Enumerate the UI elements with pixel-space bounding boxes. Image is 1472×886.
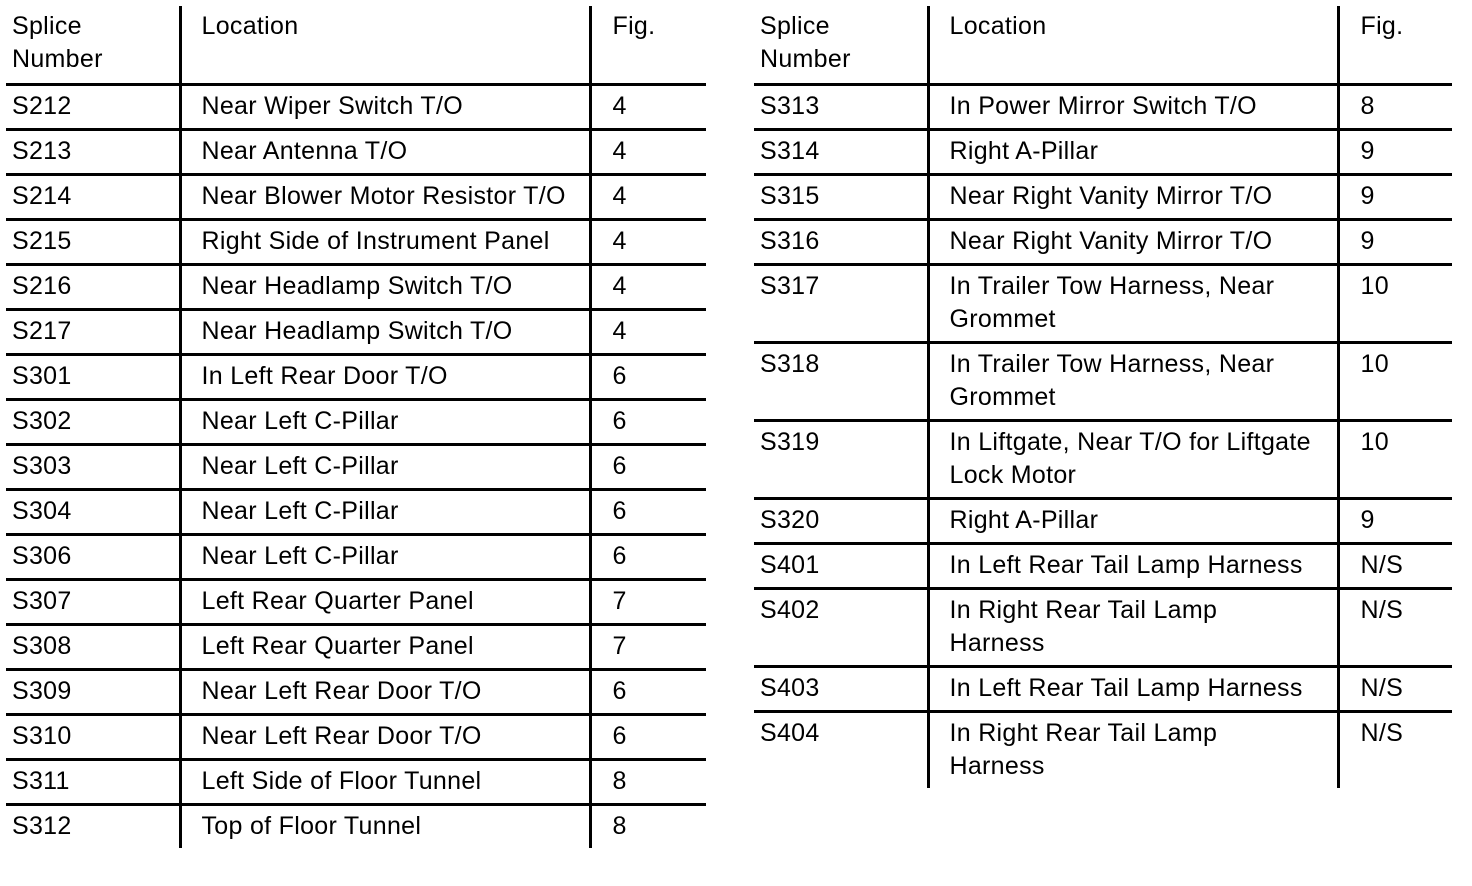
table-row [6,535,706,580]
figure-cell: N/S [1338,667,1452,712]
splice-number-cell: S403 [754,667,928,712]
figure-cell: 4 [590,265,706,310]
table-row [6,220,706,265]
table-row [6,130,706,175]
splice-number-cell: S303 [6,445,180,490]
header-splice-number: Splice Number [754,6,928,85]
splice-number-cell: S213 [6,130,180,175]
table-header-row [754,6,1452,85]
location-cell: In Right Rear Tail Lamp Harness [928,712,1338,789]
table-row [754,499,1452,544]
figure-cell: 6 [590,490,706,535]
splice-number-cell: S313 [754,85,928,130]
location-cell: In Trailer Tow Harness, Near Grommet [928,343,1338,421]
figure-cell: 7 [590,580,706,625]
location-cell: Near Left Rear Door T/O [180,715,590,760]
splice-number-cell: S217 [6,310,180,355]
splice-number-cell: S319 [754,421,928,499]
location-cell: Right A-Pillar [928,499,1338,544]
splice-number-cell: S314 [754,130,928,175]
location-cell: Right A-Pillar [928,130,1338,175]
figure-cell: 10 [1338,265,1452,343]
location-cell: Near Left C-Pillar [180,490,590,535]
table-row [6,670,706,715]
splice-number-cell: S317 [754,265,928,343]
location-cell: Near Wiper Switch T/O [180,85,590,130]
figure-cell: 4 [590,220,706,265]
location-cell: In Left Rear Tail Lamp Harness [928,544,1338,589]
location-cell: In Right Rear Tail Lamp Harness [928,589,1338,667]
splice-number-cell: S316 [754,220,928,265]
location-cell: In Left Rear Tail Lamp Harness [928,667,1338,712]
splice-table-right [754,6,1452,788]
table-row [6,805,706,849]
figure-cell: 9 [1338,175,1452,220]
location-cell: Left Rear Quarter Panel [180,580,590,625]
header-splice-number: Splice Number [6,6,180,85]
location-cell: Near Right Vanity Mirror T/O [928,220,1338,265]
splice-number-cell: S304 [6,490,180,535]
figure-cell: 7 [590,625,706,670]
location-cell: In Trailer Tow Harness, Near Grommet [928,265,1338,343]
header-location: Location [180,6,590,85]
table-row [6,265,706,310]
splice-number-cell: S216 [6,265,180,310]
figure-cell: 6 [590,535,706,580]
figure-cell: 4 [590,310,706,355]
table-row [6,355,706,400]
table-row [6,85,706,130]
location-cell: Near Right Vanity Mirror T/O [928,175,1338,220]
location-cell: Near Left C-Pillar [180,400,590,445]
splice-number-cell: S312 [12,812,72,840]
header-location: Location [928,6,1338,85]
splice-number-cell: S310 [6,715,180,760]
location-cell: Near Left C-Pillar [180,445,590,490]
location-cell: Near Blower Motor Resistor T/O [180,175,590,220]
splice-number-cell: S215 [6,220,180,265]
figure-cell: 10 [1338,343,1452,421]
table-row [754,421,1452,499]
location-cell: In Power Mirror Switch T/O [928,85,1338,130]
splice-number-cell: S315 [754,175,928,220]
figure-cell: 6 [590,400,706,445]
table-row [754,712,1452,789]
figure-cell: 6 [590,670,706,715]
figure-cell: 8 [590,805,706,849]
figure-cell: N/S [1338,712,1452,789]
table-row [6,310,706,355]
table-row [754,130,1452,175]
location-cell: Near Headlamp Switch T/O [180,265,590,310]
table-row [754,544,1452,589]
splice-number-cell: S311 [6,760,180,805]
figure-cell: 10 [1338,421,1452,499]
table-row [6,580,706,625]
location-cell: In Liftgate, Near T/O for Liftgate Lock Motor [928,421,1338,499]
table-row [754,175,1452,220]
figure-cell: 4 [590,85,706,130]
splice-number-cell: S302 [6,400,180,445]
table-row [754,589,1452,667]
splice-number-cell: S402 [754,589,928,667]
figure-cell: N/S [1338,544,1452,589]
splice-number-cell: S320 [754,499,928,544]
location-cell: Left Side of Floor Tunnel [180,760,590,805]
location-cell: Near Left Rear Door T/O [180,670,590,715]
header-figure: Fig. [1338,6,1452,85]
figure-cell: 4 [590,175,706,220]
location-cell: In Left Rear Door T/O [180,355,590,400]
table-row [6,625,706,670]
table-row [6,400,706,445]
figure-cell: 9 [1338,130,1452,175]
splice-number-cell: S306 [6,535,180,580]
location-cell: Top of Floor Tunnel [180,805,590,849]
figure-cell: 4 [590,130,706,175]
table-row [6,445,706,490]
location-cell: Left Rear Quarter Panel [180,625,590,670]
figure-cell: 6 [590,355,706,400]
splice-number-cell: S404 [760,719,820,747]
figure-cell: 8 [1338,85,1452,130]
table-row [754,343,1452,421]
table-header-row [6,6,706,85]
figure-cell: 6 [590,715,706,760]
figure-cell: 8 [590,760,706,805]
figure-cell: 9 [1338,220,1452,265]
splice-number-cell: S307 [6,580,180,625]
table-row [754,220,1452,265]
location-cell: Near Headlamp Switch T/O [180,310,590,355]
table-row [754,667,1452,712]
table-row [754,85,1452,130]
splice-number-cell: S301 [6,355,180,400]
figure-cell: N/S [1338,589,1452,667]
splice-table-left [6,6,706,848]
location-cell: Right Side of Instrument Panel [180,220,590,265]
table-row [6,715,706,760]
splice-number-cell: S212 [6,85,180,130]
splice-number-cell: S308 [6,625,180,670]
splice-number-cell: S318 [754,343,928,421]
figure-cell: 6 [590,445,706,490]
location-cell: Near Antenna T/O [180,130,590,175]
table-row [6,490,706,535]
table-row [754,265,1452,343]
splice-number-cell: S309 [6,670,180,715]
splice-number-cell: S401 [754,544,928,589]
table-row [6,760,706,805]
figure-cell: 9 [1338,499,1452,544]
splice-number-cell: S214 [6,175,180,220]
location-cell: Near Left C-Pillar [180,535,590,580]
table-row [6,175,706,220]
header-figure: Fig. [590,6,706,85]
